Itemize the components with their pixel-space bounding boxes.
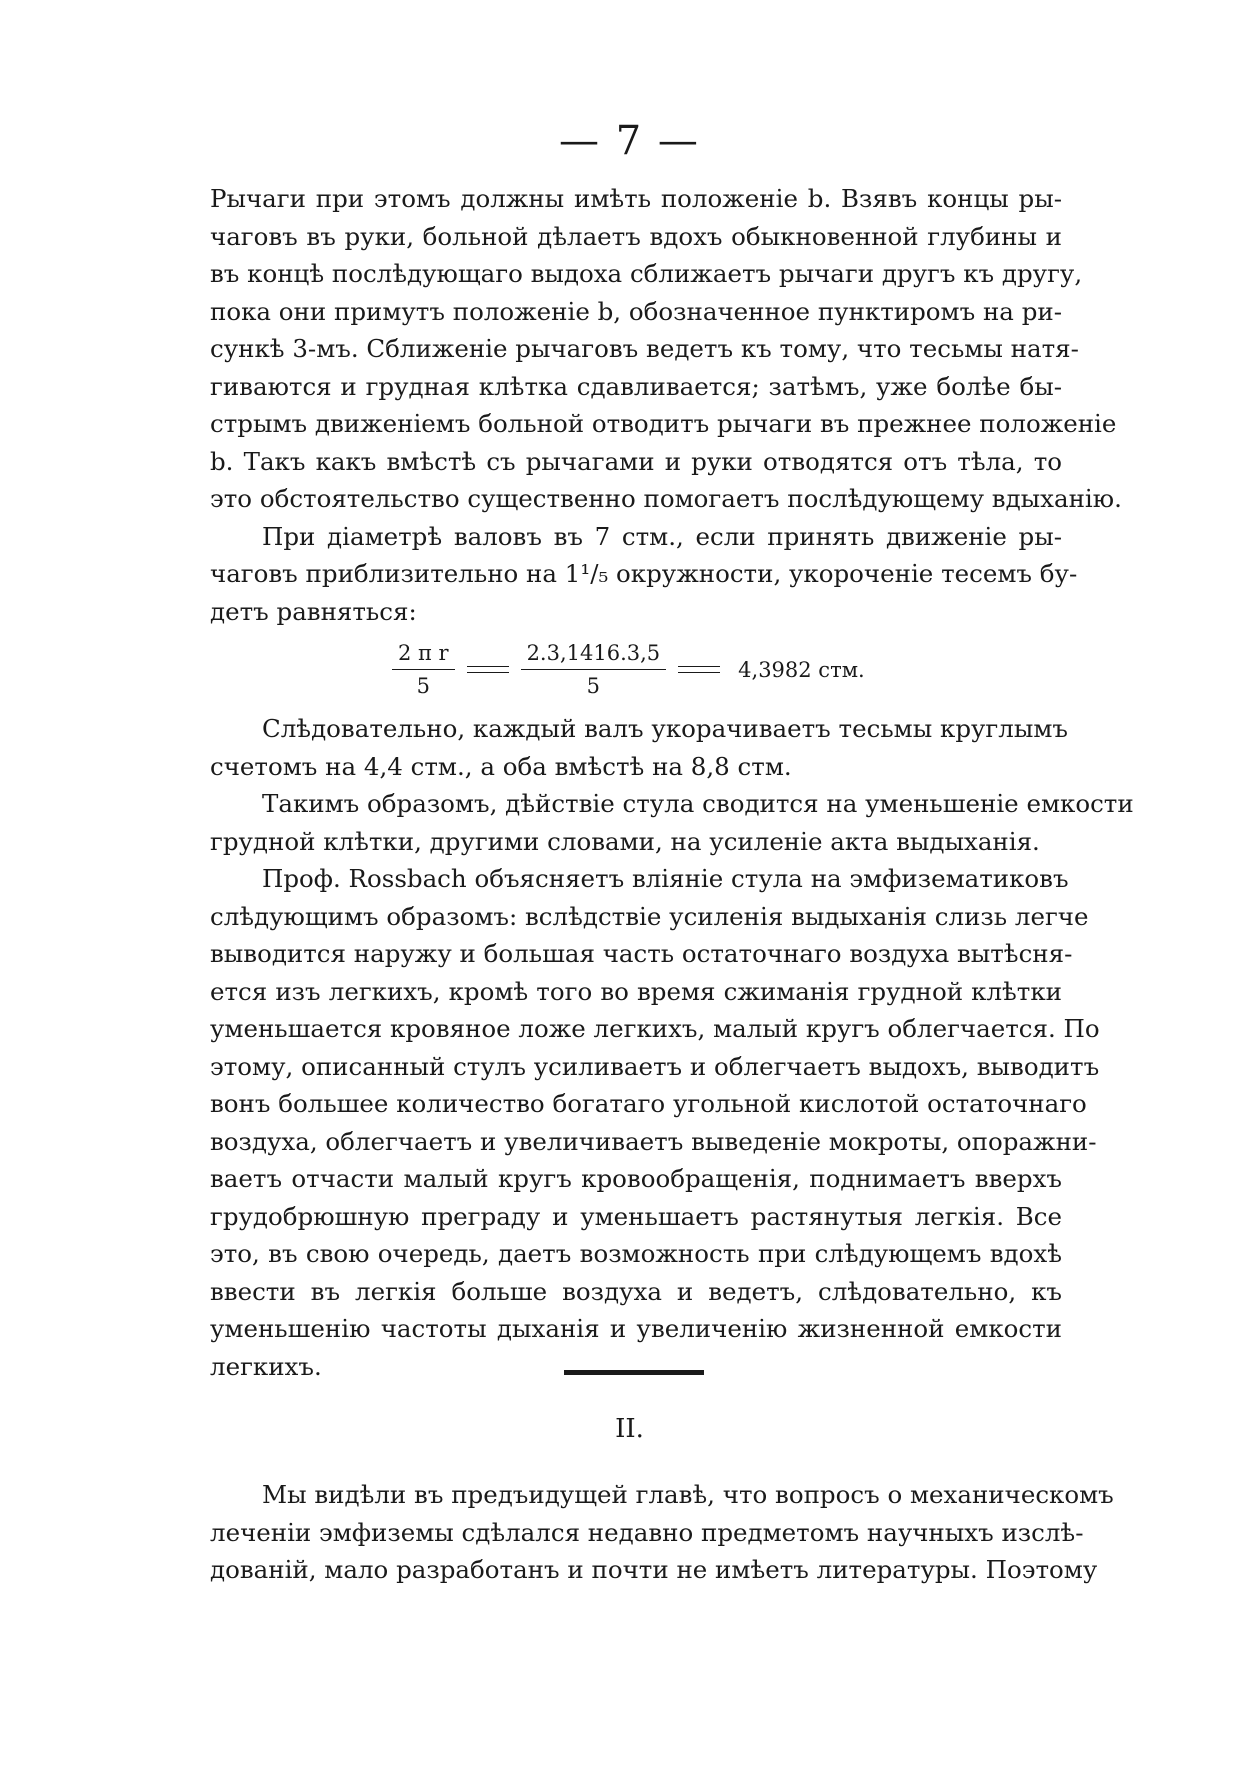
text-line: b. Такъ какъ вмѣстѣ съ рычагами и руки отводятся отъ тѣла, то	[210, 446, 1062, 476]
fraction-denominator: 5	[416, 674, 430, 698]
text-line: ввести въ легкiя больше воздуха и ведетъ, слѣдовательно, къ	[210, 1276, 1062, 1306]
text-line: леченiи эмфиземы сдѣлался недавно предметомъ научныхъ изслѣ-	[210, 1517, 1084, 1547]
paragraph-block-1	[210, 180, 1122, 630]
text-line: чаговъ приблизительно на 1¹/₅ окружности, укороченiе тесемъ бу-	[210, 559, 1078, 588]
fraction-numerator: 2 π r	[392, 640, 455, 670]
text-line: ется изъ легкихъ, кромѣ того во время сжиманiя грудной клѣтки	[210, 976, 1062, 1006]
paragraph-block-2	[210, 710, 1134, 1385]
text-line: счетомъ на 4,4 стм., а оба вмѣстѣ на 8,8 стм.	[210, 751, 792, 781]
formula-result: 4,3982 стм.	[738, 657, 865, 682]
text-line: Мы видѣли въ предъидущей главѣ, что вопросъ о механическомъ	[262, 1480, 1114, 1509]
text-line: уменьшается кровяное ложе легкихъ, малый кругъ облегчается. По	[210, 1014, 1100, 1043]
fraction-denominator: 5	[586, 674, 601, 698]
text-line: слѣдующимъ образомъ: вслѣдствiе усиленiя выдыханiя слизь легче	[210, 901, 1089, 931]
equals-sign	[678, 661, 720, 678]
text-line: въ концѣ послѣдующаго выдоха сближаетъ рычаги другъ къ другу,	[210, 259, 1083, 288]
text-line: выводится наружу и большая часть остаточнаго воздуха вытѣсня-	[210, 939, 1073, 968]
text-line: чаговъ въ руки, больной дѣлаетъ вдохъ обыкновенной глубины и	[210, 221, 1062, 251]
fraction	[521, 640, 667, 699]
formula	[392, 640, 865, 699]
text-line: При дiаметрѣ валовъ въ 7 стм., если принять движенiе ры-	[262, 521, 1062, 551]
text-line: легкихъ.	[210, 1351, 322, 1381]
text-line: вонъ большее количество богатаго угольной кислотой остаточнаго	[210, 1089, 1087, 1118]
text-line: сункѣ 3-мъ. Сближенiе рычаговъ ведетъ къ тому, что тесьмы натя-	[210, 334, 1079, 363]
text-line: дованiй, мало разработанъ и почти не имѣетъ литературы. Поэтому	[210, 1555, 1098, 1584]
paragraph-block-3	[210, 1476, 1114, 1589]
text-line: уменьшенiю частоты дыханiя и увеличенiю жизненной емкости	[210, 1314, 1062, 1343]
text-line: ваетъ отчасти малый кругъ кровообращенiя, поднимаетъ вверхъ	[210, 1164, 1062, 1193]
text-line: воздуха, облегчаетъ и увеличиваетъ выведенiе мокроты, опоражни-	[210, 1126, 1097, 1156]
section-heading: II.	[615, 1414, 644, 1444]
text-line: Слѣдовательно, каждый валъ укорачиваетъ тесьмы круглымъ	[262, 714, 1068, 743]
text-line: Рычаги при этомъ должны имѣть положенiе b. Взявъ концы ры-	[210, 184, 1062, 213]
text-line: этому, описанный стулъ усиливаетъ и облегчаетъ выдохъ, выводитъ	[210, 1051, 1100, 1081]
text-line: Такимъ образомъ, дѣйствiе стула сводится на уменьшенiе емкости	[262, 789, 1134, 818]
text-line: детъ равняться:	[210, 596, 417, 626]
text-line: это обстоятельство существенно помогаетъ послѣдующему вдыханiю.	[210, 484, 1122, 513]
text-line: это, въ свою очередь, даетъ возможность при слѣдующемъ вдохѣ	[210, 1239, 1062, 1268]
text-line: стрымъ движенiемъ больной отводитъ рычаги въ прежнее положенiе	[210, 409, 1117, 438]
section-divider	[564, 1370, 704, 1375]
text-line: Проф. Rossbach объясняетъ влiянiе стула на эмфизематиковъ	[262, 864, 1069, 893]
text-line: пока они примутъ положенiе b, обозначенное пунктиромъ на ри-	[210, 296, 1062, 326]
fraction	[392, 640, 455, 699]
text-line: грудной клѣтки, другими словами, на усиленiе акта выдыханiя.	[210, 826, 1040, 856]
page-number: — 7 —	[559, 118, 700, 164]
text-line: гиваются и грудная клѣтка сдавливается; затѣмъ, уже болѣе бы-	[210, 371, 1062, 401]
fraction-numerator: 2.3,1416.3,5	[521, 640, 667, 670]
equals-sign	[467, 661, 509, 678]
text-line: грудобрюшную преграду и уменьшаетъ растянутыя легкiя. Все	[210, 1201, 1062, 1231]
